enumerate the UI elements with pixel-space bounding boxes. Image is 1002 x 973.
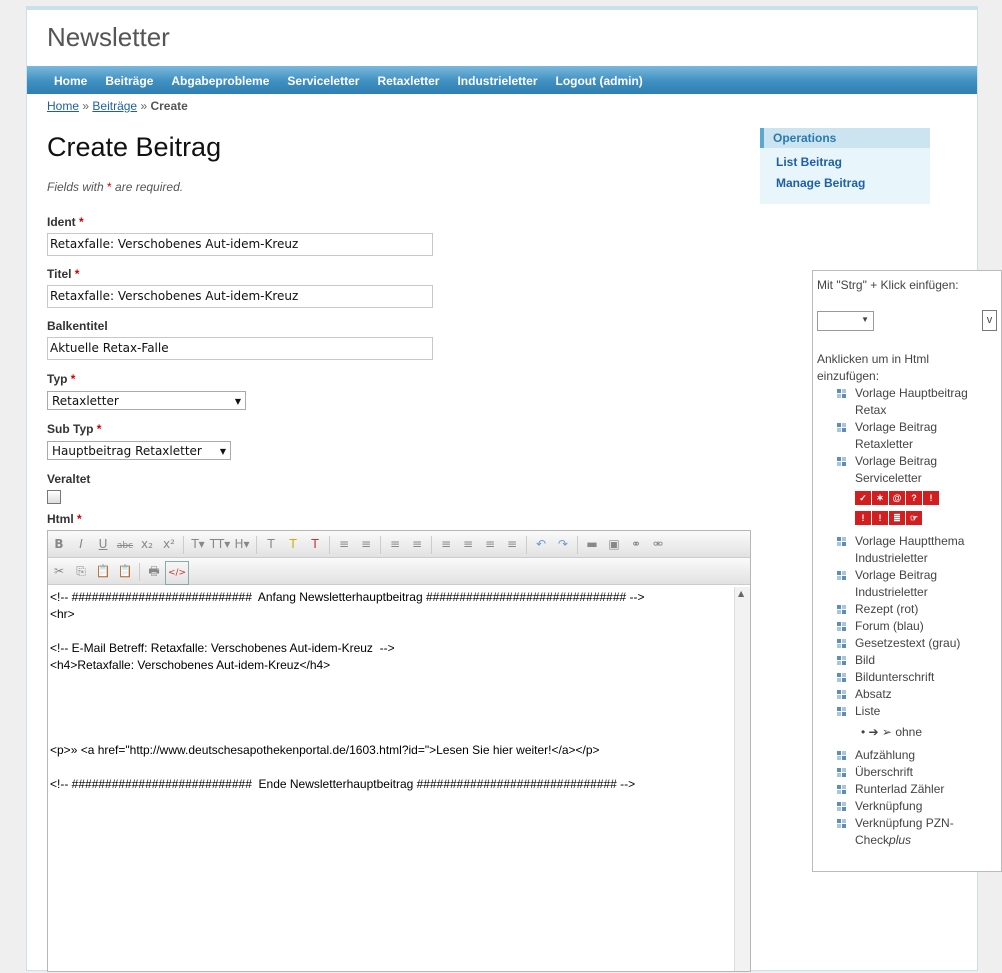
html-label: Html * [47,512,82,526]
alert-icon[interactable]: ! [872,511,888,525]
unlink-icon[interactable]: ⚮ [652,537,664,551]
copy-icon[interactable]: ⎘ [76,564,86,578]
numbered-list-icon[interactable]: ≡ [360,537,372,551]
toolbar-divider [256,536,257,554]
email-icon[interactable]: @ [889,491,905,505]
grid-bullet-icon [837,785,846,794]
page-title: Create Beitrag [47,132,222,162]
grid-bullet-icon [837,819,846,828]
breadcrumb-beitraege[interactable]: Beiträge [92,99,138,113]
snippet-item[interactable]: Bild [837,652,997,669]
subtyp-select[interactable]: Hauptbeitrag Retaxletter ▼ [47,441,231,460]
toolbar-divider [183,536,184,554]
chevron-down-icon: ▼ [219,447,226,456]
breadcrumb-current: Create [150,99,188,113]
balkentitel-label: Balkentitel [47,319,108,333]
snippet-item[interactable]: Forum (blau) [837,618,997,635]
grid-bullet-icon [837,707,846,716]
toolbar-divider [526,536,527,554]
align-center-icon[interactable]: ≡ [462,537,474,551]
print-icon[interactable]: 🖶 [148,564,160,578]
main-menu [27,66,977,94]
insert-button[interactable]: v [982,310,997,331]
snippet-item[interactable]: Vorlage Beitrag Industrieletter [837,567,997,601]
toolbar-divider [431,536,432,554]
titel-input[interactable]: Retaxfalle: Verschobenes Aut-idem-Kreuz [47,285,433,308]
superscript-icon[interactable]: x² [163,537,175,551]
subscript-icon[interactable]: x₂ [141,537,153,551]
clear-format-icon[interactable]: T [311,537,319,551]
grid-bullet-icon [837,690,846,699]
grid-bullet-icon [837,457,846,466]
typ-select[interactable]: Retaxletter ▼ [47,391,246,410]
warning-icon[interactable]: ! [855,511,871,525]
align-right-icon[interactable]: ≡ [484,537,496,551]
site-title: Newsletter [47,22,170,52]
snippet-item[interactable]: Gesetzestext (grau) [837,635,997,652]
paste-icon[interactable]: 📋 [95,564,111,578]
operations-title: Operations [760,128,930,148]
bold-icon[interactable]: B [54,537,64,551]
grid-bullet-icon [837,768,846,777]
breadcrumb-home[interactable]: Home [47,99,80,113]
snippet-panel [812,270,1002,872]
grid-bullet-icon [837,537,846,546]
exclamation-icon[interactable]: ! [923,491,939,505]
align-justify-icon[interactable]: ≡ [506,537,518,551]
strikethrough-icon[interactable]: abc [116,541,134,551]
grid-bullet-icon [837,622,846,631]
symbol-icon-row [855,487,997,533]
grid-bullet-icon [837,656,846,665]
operations-portlet [760,128,930,204]
breadcrumb-separator: » [140,99,148,113]
toolbar-divider [139,563,140,581]
breadcrumb-separator: » [82,99,90,113]
menu-industrieletter[interactable]: Industrieletter [457,74,538,88]
veraltet-label: Veraltet [47,472,91,486]
ident-label: Ident * [47,215,84,229]
typ-label: Typ * [47,372,76,386]
snippet-item[interactable]: Verknüpfung [837,798,997,815]
snippet-item[interactable]: Bildunterschrift [837,669,997,686]
editor-toolbar-1 [48,531,750,558]
italic-icon[interactable]: I [79,537,83,551]
required-note: Fields with * are required. [47,180,184,194]
heading-icon[interactable]: H▾ [234,537,250,551]
list-beitrag-link[interactable]: List Beitrag [776,155,843,169]
horizontal-rule-icon[interactable]: ▬ [586,537,598,551]
snippet-select[interactable] [817,311,874,331]
thunder-icon[interactable]: ✶ [872,491,888,505]
hand-icon[interactable]: ☞ [906,511,922,525]
source-code-icon[interactable]: </> [165,561,189,585]
editor-toolbar-2 [48,558,750,585]
html-editor [47,530,751,972]
snippet-item[interactable]: Runterlad Zähler [837,781,997,798]
grid-bullet-icon [837,673,846,682]
snippet-item[interactable]: Überschrift [837,764,997,781]
grid-bullet-icon [837,605,846,614]
link-icon[interactable]: ⚭ [630,537,642,551]
outdent-icon[interactable]: ≡ [389,537,401,551]
snippet-list [837,385,997,849]
grid-bullet-icon [837,639,846,648]
redo-icon[interactable]: ↷ [557,537,569,551]
grid-bullet-icon [837,423,846,432]
font-size-icon[interactable]: TT▾ [209,537,231,551]
snippet-item[interactable]: Vorlage Hauptthema Industrieletter [837,533,997,567]
menu-beitraege[interactable]: Beiträge [105,74,154,88]
grid-bullet-icon [837,389,846,398]
menu-retaxletter[interactable]: Retaxletter [377,74,440,88]
toolbar-divider [380,536,381,554]
chevron-down-icon: ▼ [234,397,241,406]
snippet-item[interactable]: Aufzählung [837,747,997,764]
editor-content[interactable]: <!-- ########################### Anfang Newsletterhauptbeitrag ############################## --> <hr> <!-- E-Mail Betreff: Retaxfalle: Verschobenes Aut-idem-Kreuz --> <h4>Retaxfalle: Verschobenes Aut-idem-Kreuz</h4> <p>» <a href="http://www.deutschesapothekenportal.de/1603.html?id=">Lesen Sie hier weiter!</a></p> <!-- ########################### Ende Newsletterhauptbeitrag ############################## --> [50,590,645,791]
toolbar-divider [577,536,578,554]
document-icon[interactable]: ≣ [889,511,905,525]
snippet-item[interactable]: Absatz [837,686,997,703]
question-icon[interactable]: ? [906,491,922,505]
checklist-icon[interactable]: ✓ [855,491,871,505]
grid-bullet-icon [837,571,846,580]
ident-input[interactable]: Retaxfalle: Verschobenes Aut-idem-Kreuz [47,233,433,256]
subtyp-label: Sub Typ * [47,422,102,436]
menu-abgabeprobleme[interactable]: Abgabeprobleme [171,74,270,88]
list-style-options[interactable]: • ➔ ➢ ohne [861,725,923,739]
snippet-item[interactable]: Vorlage Hauptbeitrag Retax [837,385,997,419]
cut-icon[interactable]: ✂ [53,564,65,578]
veraltet-checkbox[interactable] [47,490,61,504]
menu-serviceletter[interactable]: Serviceletter [287,74,360,88]
snippet-item[interactable]: Vorlage Beitrag Retaxletter [837,419,997,453]
align-left-icon[interactable]: ≡ [440,537,452,551]
paste-text-icon[interactable]: 📋 [117,564,133,578]
image-icon[interactable]: ▣ [608,537,620,551]
chevron-down-icon: ▼ [861,315,869,324]
breadcrumb [47,99,188,113]
click-hint: Anklicken um in Html einzufügen: [817,352,930,383]
manage-beitrag-link[interactable]: Manage Beitrag [776,176,866,190]
balkentitel-input[interactable]: Aktuelle Retax-Falle [47,337,433,360]
snippet-item[interactable]: Rezept (rot) [837,601,997,618]
underline-icon[interactable]: U [98,537,108,551]
bullet-list-icon[interactable]: ≡ [338,537,350,551]
snippet-item[interactable]: Vorlage Beitrag Serviceletter ✓ ✶ @ ? ! ! ! ≣ ☞ [837,453,997,533]
font-family-icon[interactable]: T▾ [191,537,205,551]
grid-bullet-icon [837,802,846,811]
titel-label: Titel * [47,267,80,281]
toolbar-divider [329,536,330,554]
undo-icon[interactable]: ↶ [535,537,547,551]
menu-home[interactable]: Home [54,74,88,88]
indent-icon[interactable]: ≡ [411,537,423,551]
text-color-icon[interactable]: T [267,537,275,551]
strg-hint: Mit "Strg" + Klick einfügen: [817,278,959,292]
snippet-item[interactable]: Liste • ➔ ➢ ohne [837,703,997,747]
snippet-item[interactable]: Verknüpfung PZN-Checkplus [837,815,997,849]
editor-scrollbar[interactable] [734,587,750,971]
highlight-icon[interactable]: T [289,537,297,551]
grid-bullet-icon [837,751,846,760]
scroll-up-icon[interactable]: ▲ [738,589,745,598]
menu-logout[interactable]: Logout (admin) [555,74,643,88]
